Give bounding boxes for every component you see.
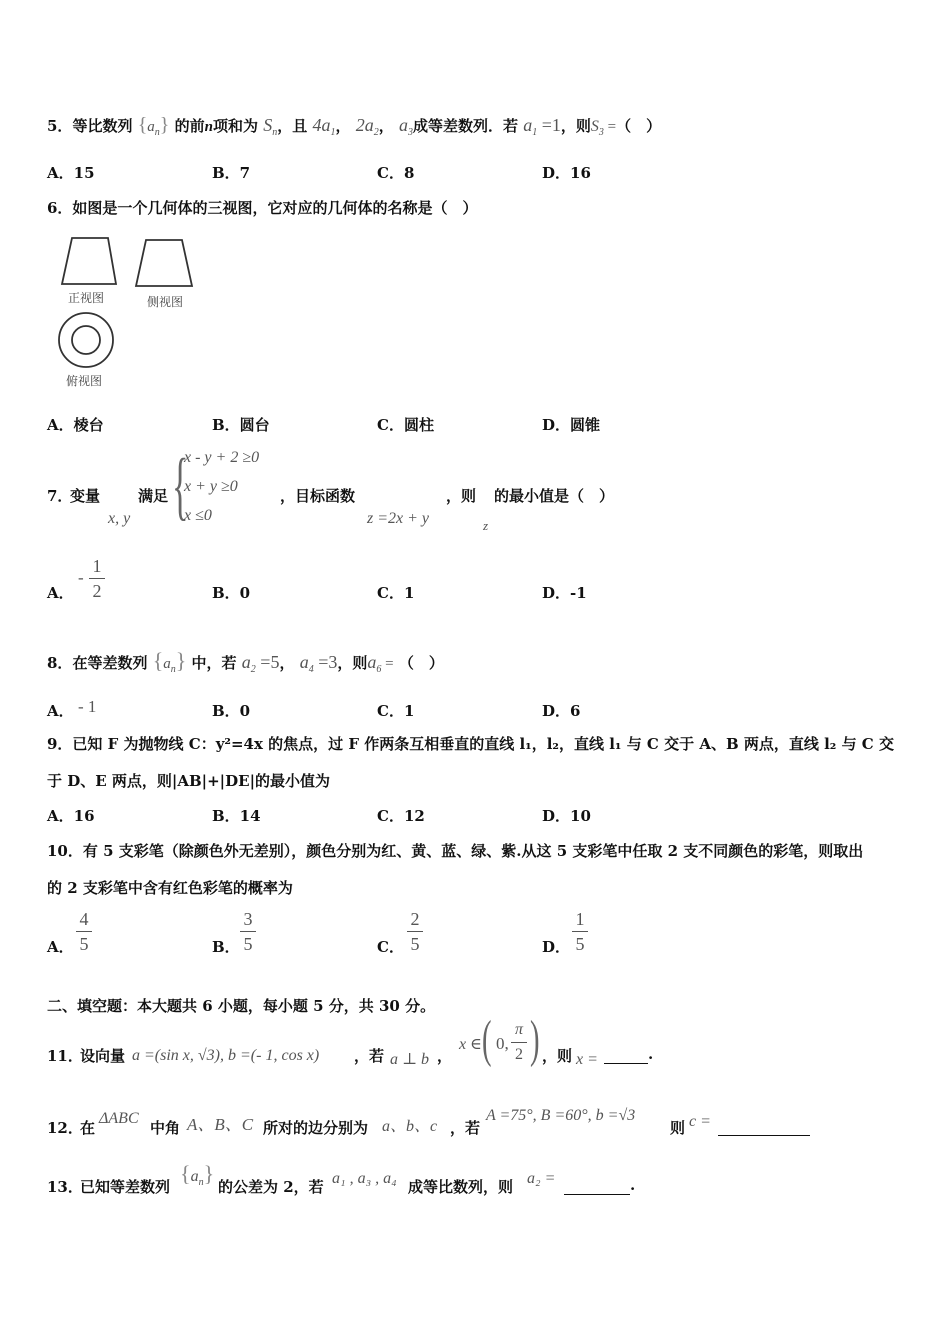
q7-text-1: 变量 [70,487,101,505]
q7-text-2: 满足 [138,487,169,505]
q11-text-1: 设向量 [80,1047,126,1065]
q12-num: 12． [47,1119,83,1137]
q6-option-b: B．圆台 [212,416,270,434]
q11-text-3: ， [437,1047,453,1065]
q10-option-a-label: A． [47,938,74,956]
q10-option-d-fraction: 1 5 [572,909,588,954]
side-view-trapezoid [136,240,192,286]
q7-text-5: 的最小值是（ ） [494,487,615,505]
q6-option-a: A．棱台 [47,416,104,434]
q7-option-a-fraction: 1 2 [89,556,105,601]
q9-line-2: 于 D、E 两点，则|AB|+|DE|的最小值为 [47,772,331,790]
top-view-outer-circle [59,313,113,367]
q10-line-2: 的 2 支彩笔中含有红色彩笔的概率为 [47,879,293,897]
top-view-inner-circle [72,326,100,354]
q13-text-3: 成等比数列，则 [408,1178,514,1196]
q9-option-a: A．16 [47,807,95,825]
q9-option-b: B．14 [212,807,261,825]
q13-sequence: $\{a_n\}$ [180,1161,215,1188]
q7-constraint-1: x - y + 2 ≥0 [184,449,260,466]
q11-num: 11． [47,1047,83,1065]
q12-answer-blank[interactable] [718,1117,810,1136]
q7-option-a-label: A． [47,584,74,602]
front-view-trapezoid [62,238,116,284]
q10-option-b-fraction: 3 5 [240,909,256,954]
q10-line-1: 10．有 5 支彩笔（除颜色外无差别），颜色分别为红、黄、蓝、绿、紫.从这 5 支彩笔中任取 2 支不同颜色的彩笔，则取出 [47,842,864,860]
q6-option-c: C．圆柱 [377,416,434,434]
q10-option-c-fraction: 2 5 [407,909,423,954]
q8-option-a-label: A． [47,702,74,720]
q5-stem: 5．等比数列 $\{a_n\}$ 的前n项和为 $S_n$，且 $4a_1$， $2a_2$， $a_3$成等差数列．若 $a_1 =1$，则$S_3$ =（ ） [47,114,662,138]
q5-option-a: A．15 [47,164,95,182]
q13-text-2: 的公差为 2，若 [218,1178,324,1196]
q7-text-3: ，目标函数 [280,487,356,505]
q11-range-zero: 0, [496,1034,509,1053]
q5-option-c: C．8 [377,164,415,182]
q11-text-4: ，则 [542,1047,573,1065]
q11-range-fraction: π 2 [511,1020,527,1065]
q7-vars: x, y [108,510,131,527]
q12-text-2: 中角 [150,1119,181,1137]
q7-constraint-3: x ≤0 [184,507,212,524]
q13-answer-label: a₂ = [527,1170,556,1187]
q11-range-in: x ∈ [459,1036,482,1053]
q8-option-c: C．1 [377,702,415,720]
side-view-label: 侧视图 [147,295,184,309]
q11-right-paren: ) [530,1011,540,1068]
top-view-label: 俯视图 [66,374,103,388]
q12-condition: A =75°, B =60°, b =√3 [486,1107,636,1124]
q6-option-d: D．圆锥 [542,416,601,434]
q7-z: z [483,518,489,533]
section-heading: 二、填空题：本大题共 6 小题，每小题 5 分，共 30 分。 [47,997,436,1015]
q7-objective: z =2x + y [367,510,430,527]
q8-stem: 8．在等差数列 $\{a_n\}$ 中，若 $a_2 =5$， $a_4 =3$，则$a_6$ = （ ） [47,648,444,675]
q7-option-b: B．0 [212,584,251,602]
q11-left-paren: ( [482,1011,492,1068]
q12-answer-label: c = [689,1113,711,1130]
q7-num: 7． [47,487,73,505]
q7-option-d: D．-1 [542,584,587,602]
q7-constraint-2: x + y ≥0 [184,478,238,495]
three-view-figure [50,232,210,392]
front-view-label: 正视图 [68,291,105,305]
q12-angles: A、B、C [187,1115,254,1134]
q13-num: 13． [47,1178,83,1196]
q12-text-4: ，若 [450,1119,481,1137]
q7-option-c: C．1 [377,584,415,602]
q13-answer-blank[interactable]: . [564,1176,635,1195]
q10-option-b-label: B． [212,938,240,956]
q8-option-d: D．6 [542,702,581,720]
q13-text-1: 已知等差数列 [80,1178,171,1196]
q13-terms: a₁ , a₃ , a₄ [332,1170,397,1187]
q12-triangle: ΔABC [99,1110,139,1127]
q5-option-b: B．7 [212,164,251,182]
q7-text-4: ，则 [446,487,477,505]
q12-text-1: 在 [80,1119,96,1137]
q5-option-d: D．16 [542,164,591,182]
q11-perp: a ⊥ b [390,1051,430,1068]
q8-option-b: B．0 [212,702,251,720]
q7-brace: { [172,444,189,528]
q9-option-d: D．10 [542,807,591,825]
q12-text-5: 则 [670,1119,686,1137]
q6-stem: 6．如图是一个几何体的三视图，它对应的几何体的名称是（ ） [47,199,478,217]
q11-vectors: a =(sin x, √3), b =(- 1, cos x) [132,1047,320,1064]
q11-answer-label: x = [576,1051,598,1068]
q10-option-d-label: D． [542,938,571,956]
q9-line-1: 9．已知 F 为抛物线 C：y²=4x 的焦点，过 F 作两条互相垂直的直线 l₁，l₂，直线 l₁ 与 C 交于 A、B 两点，直线 l₂ 与 C 交 [47,735,894,753]
q12-text-3: 所对的边分别为 [263,1119,369,1137]
q10-option-c-label: C． [377,938,404,956]
q12-sides: a、b、c [382,1118,438,1135]
q7-option-a-sign: - [78,568,84,587]
q10-option-a-fraction: 4 5 [76,909,92,954]
q8-option-a-value: - 1 [78,697,97,716]
q11-answer-blank[interactable]: . [604,1045,653,1064]
q9-option-c: C．12 [377,807,425,825]
q11-text-2: ，若 [354,1047,385,1065]
